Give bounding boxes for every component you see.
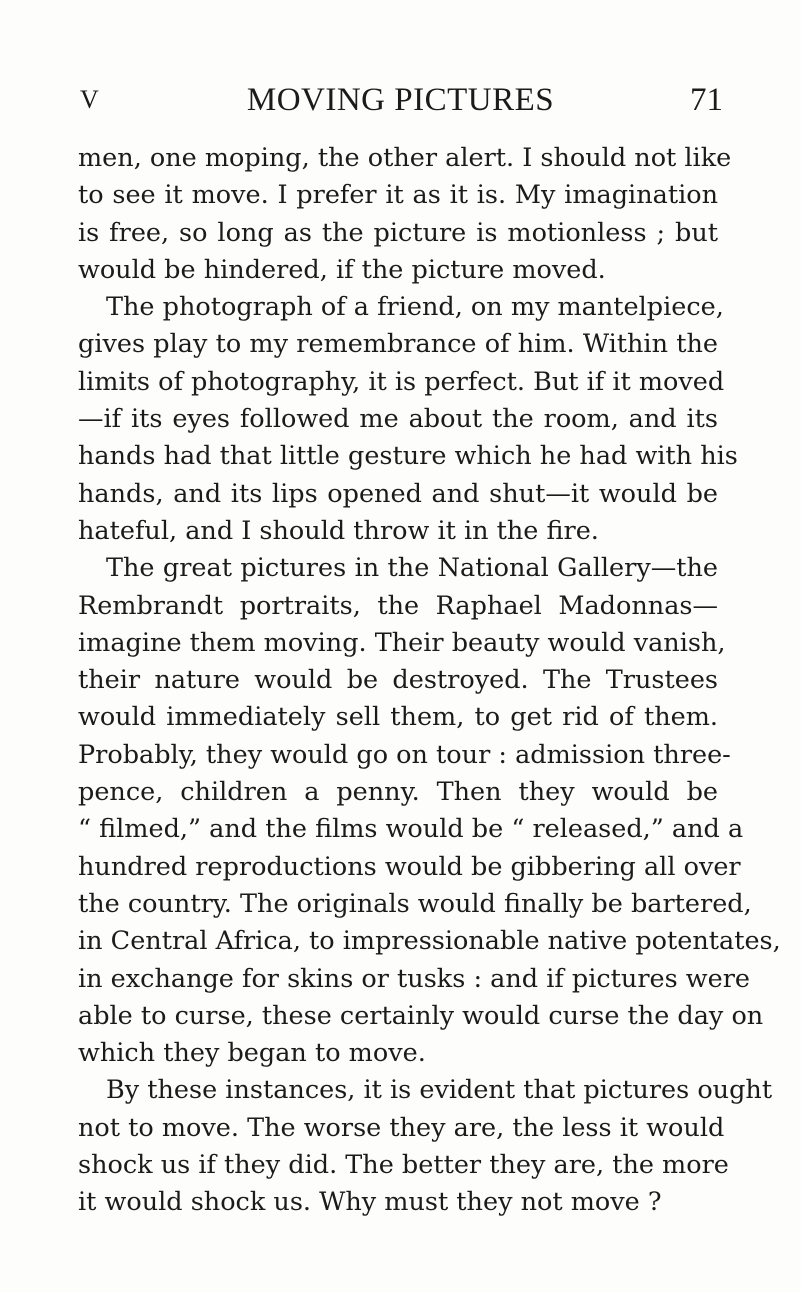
- text-line: hands, and its lips opened and shut—it would be: [78, 478, 718, 509]
- text-line: not to move. The worse they are, the less it would: [78, 1112, 725, 1143]
- text-line: hateful, and I should throw it in the fire.: [78, 515, 599, 546]
- text-line: able to curse, these certainly would curse the day on: [78, 1000, 764, 1031]
- text-line: Rembrandt portraits, the Raphael Madonnas—: [78, 590, 718, 621]
- text-line: “ filmed,” and the films would be “ released,” and a: [78, 814, 744, 845]
- text-line: in exchange for skins or tusks : and if pictures were: [78, 963, 751, 994]
- text-line: which they began to move.: [78, 1038, 426, 1069]
- text-line: the country. The originals would finally be bartered,: [78, 888, 752, 919]
- text-line: men, one moping, the other alert. I should not like: [78, 143, 732, 173]
- running-title: MOVING PICTURES: [246, 82, 555, 118]
- text-line: shock us if they did. The better they are, the more: [78, 1150, 729, 1181]
- text-line: limits of photography, it is perfect. But if it moved: [78, 366, 725, 397]
- running-head: [78, 80, 723, 120]
- text-line: —if its eyes followed me about the room, and its: [78, 404, 718, 435]
- text-line: their nature would be destroyed. The Trustees: [78, 665, 718, 696]
- text-line: The great pictures in the National Gallery—the: [106, 553, 718, 584]
- text-line: is free, so long as the picture is motionless ; but: [78, 217, 718, 248]
- chapter-numeral: V: [80, 85, 99, 114]
- text-line: gives play to my remembrance of him. Within the: [78, 329, 718, 360]
- text-line: The photograph of a friend, on my mantelpiece,: [106, 292, 724, 323]
- text-line: it would shock us. Why must they not move ?: [78, 1187, 662, 1218]
- text-line: Probably, they would go on tour : admission three-: [78, 739, 731, 770]
- text-line: would immediately sell them, to get rid of them.: [78, 702, 718, 733]
- text-line: imagine them moving. Their beauty would vanish,: [78, 627, 726, 658]
- page-number: 71: [690, 82, 723, 118]
- text-line: to see it move. I prefer it as it is. My imagination: [78, 180, 718, 211]
- text-line: hundred reproductions would be gibbering all over: [78, 851, 741, 882]
- text-line: would be hindered, if the picture moved.: [78, 254, 606, 285]
- text-line: By these instances, it is evident that pictures ought: [106, 1075, 773, 1106]
- text-line: hands had that little gesture which he had with his: [78, 441, 738, 472]
- body-text: [78, 140, 781, 1222]
- text-line: in Central Africa, to impressionable native potentates,: [78, 926, 781, 957]
- text-line: pence, children a penny. Then they would be: [78, 777, 718, 808]
